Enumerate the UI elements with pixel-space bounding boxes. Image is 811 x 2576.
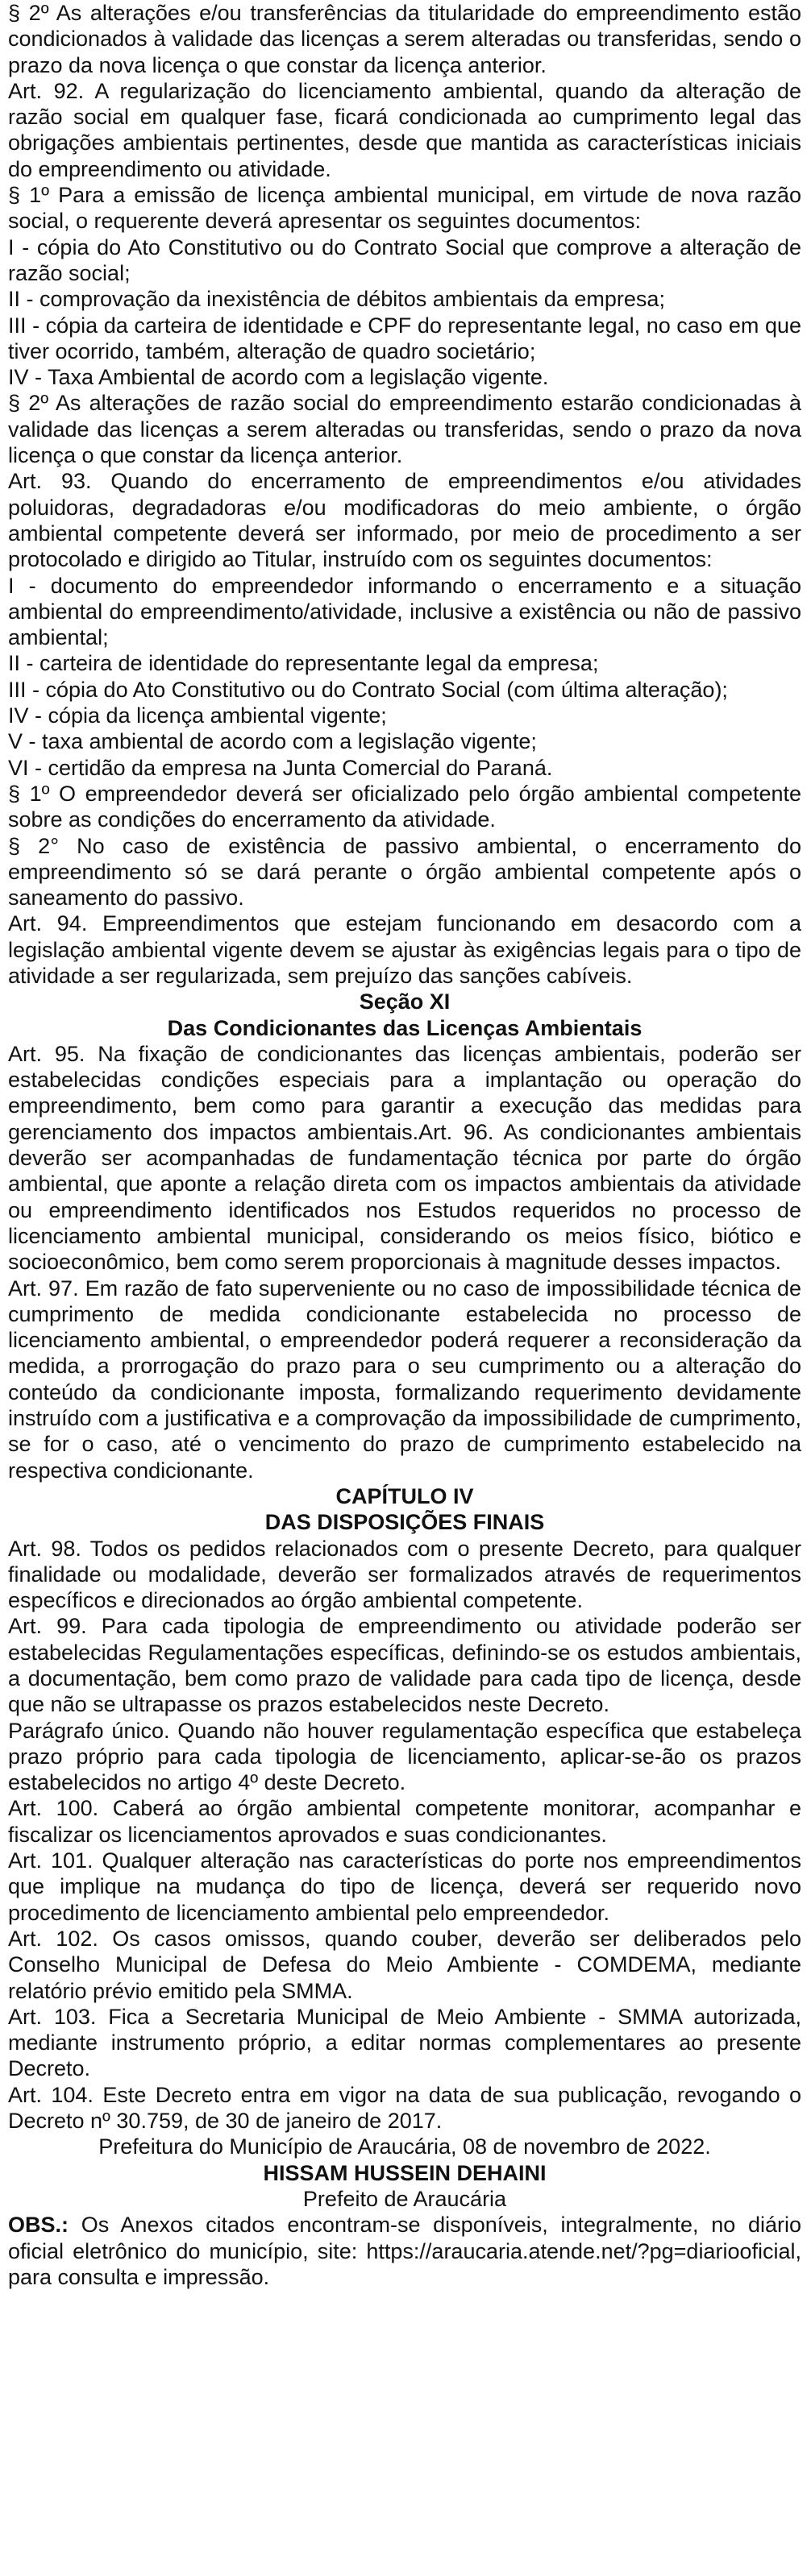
paragraph: Art. 100. Caberá ao órgão ambiental competente monitorar, acompanhar e fiscalizar os licenciamentos aprovados e suas condicionantes. (8, 1796, 801, 1847)
paragraph: III - cópia do Ato Constitutivo ou do Contrato Social (com última alteração); (8, 677, 728, 702)
paragraph: VI - certidão da empresa na Junta Comercial do Paraná. (8, 755, 553, 780)
paragraph: § 1º Para a emissão de licença ambiental municipal, em virtude de nova razão social, o requerente deverá apresentar os seguintes documentos: (8, 183, 801, 234)
centered-line: Prefeito de Araucária (302, 2186, 507, 2211)
paragraph: I - cópia do Ato Constitutivo ou do Contrato Social que comprove a alteração de razão social; (8, 234, 801, 285)
paragraph: § 2º As alterações de razão social do empreendimento estarão condicionadas à validade das licenças a serem alteradas ou transferidas, sendo o prazo da nova licença o que constar da licença anterior. (8, 391, 801, 468)
heading: Seção XI (359, 989, 451, 1014)
heading: Das Condicionantes das Licenças Ambientais (167, 1015, 643, 1040)
obs-label: OBS.: (8, 2213, 69, 2238)
heading: CAPÍTULO IV (335, 1483, 474, 1508)
paragraph: § 2° No caso de existência de passivo ambiental, o encerramento do empreendimento só se dará perante o órgão ambiental competente após o saneamento do passivo. (8, 833, 801, 911)
paragraph: II - comprovação da inexistência de débitos ambientais da empresa; (8, 287, 665, 312)
paragraph: Art. 94. Empreendimentos que estejam funcionando em desacordo com a legislação ambiental vigente devem se ajustar às exigências legais para o tipo de atividade a ser regularizada, sem prejuízo das sanções cabíveis. (8, 911, 801, 988)
paragraph: Art. 97. Em razão de fato superveniente ou no caso de impossibilidade técnica de cumprimento de medida condicionante estabelecida no processo de licenciamento ambiental, o empreendedor poderá requerer a reconsideração da medida, a prorrogação do prazo para o seu cumprimento ou a alteração do conteúdo da condicionante imposta, formalizando requerimento devidamente instruído com a justificativa e a comprovação da impossibilidade de cumprimento, se for o caso, até o vencimento do prazo de cumprimento estabelecido na respectiva condicionante. (8, 1276, 801, 1483)
paragraph: IV - Taxa Ambiental de acordo com a legislação vigente. (8, 365, 549, 390)
paragraph: Art. 101. Qualquer alteração nas características do porte nos empreendimentos que implique na mudança do tipo de licença, deverá ser requerido novo procedimento de licenciamento ambiental pelo empreendedor. (8, 1848, 801, 1925)
paragraph: Art. 93. Quando do encerramento de empreendimentos e/ou atividades poluidoras, degradadoras e/ou modificadoras do meio ambiente, o órgão ambiental competente deverá ser informado, por meio de procedimento a ser protocolado e dirigido ao Titular, instruído com os seguintes documentos: (8, 469, 801, 572)
paragraph: § 2º As alterações e/ou transferências da titularidade do empreendimento estão condicionados à validade das licenças a serem alteradas ou transferidas, sendo o prazo da nova licença o que constar da licença anterior. (8, 1, 801, 77)
obs-text: Os Anexos citados encontram-se disponíveis, integralmente, no diário oficial eletrônico do município, site: https://araucaria.atende.net/?pg=diariooficial, para consulta e impressão. (8, 2213, 801, 2289)
paragraph: Art. 95. Na fixação de condicionantes das licenças ambientais, poderão ser estabelecidas condições especiais para a implantação ou operação do empreendimento, bem como para garantir a execução das medidas para gerenciamento dos impactos ambientais.Art. 96. As condicionantes ambientais deverão ser acompanhadas de fundamentação técnica por parte do órgão ambiental, que aponte a relação direta com os impactos ambientais da atividade ou empreendimento identificados nos Estudos requeridos no processo de licenciamento ambiental municipal, considerando os meios físico, biótico e socioeconômico, bem como serem proporcionais à magnitude desses impactos. (8, 1041, 801, 1275)
paragraph: Art. 103. Fica a Secretaria Municipal de Meio Ambiente - SMMA autorizada, mediante instrumento próprio, a editar normas complementares ao presente Decreto. (8, 2004, 801, 2081)
paragraph: IV - cópia da licença ambiental vigente; (8, 703, 387, 728)
paragraph: II - carteira de identidade do representante legal da empresa; (8, 651, 599, 676)
paragraph: III - cópia da carteira de identidade e CPF do representante legal, no caso em que tiver ocorrido, também, alteração de quadro societário; (8, 313, 801, 363)
paragraph: I - documento do empreendedor informando o encerramento e a situação ambiental do empreendimento/atividade, inclusive a existência ou não de passivo ambiental; (8, 573, 801, 650)
paragraph: Parágrafo único. Quando não houver regulamentação específica que estabeleça prazo próprio para cada tipologia de licenciamento, aplicar-se-ão os prazos estabelecidos no artigo 4º deste Decreto. (8, 1718, 801, 1795)
paragraph: Art. 98. Todos os pedidos relacionados com o presente Decreto, para qualquer finalidade ou modalidade, deverão ser formalizados através de requerimentos específicos e direcionados ao órgão ambiental competente. (8, 1536, 801, 1613)
obs-note (8, 2212, 801, 2290)
paragraph: § 1º O empreendedor deverá ser oficializado pelo órgão ambiental competente sobre as condições do encerramento da atividade. (8, 781, 801, 832)
centered-line: Prefeitura do Município de Araucária, 08 de novembro de 2022. (98, 2134, 711, 2159)
paragraph: Art. 102. Os casos omissos, quando couber, deverão ser deliberados pelo Conselho Municipal de Defesa do Meio Ambiente - COMDEMA, mediante relatório prévio emitido pela SMMA. (8, 1926, 801, 2003)
heading: HISSAM HUSSEIN DEHAINI (263, 2160, 547, 2185)
paragraph: V - taxa ambiental de acordo com a legislação vigente; (8, 729, 537, 754)
paragraph: Art. 92. A regularização do licenciamento ambiental, quando da alteração de razão social em qualquer fase, ficará condicionada ao cumprimento legal das obrigações ambientais pertinentes, desde que mantida as características iniciais do empreendimento ou atividade. (8, 78, 801, 181)
paragraph: Art. 104. Este Decreto entra em vigor na data de sua publicação, revogando o Decreto nº 30.759, de 30 de janeiro de 2017. (8, 2082, 801, 2134)
paragraph: Art. 99. Para cada tipologia de empreendimento ou atividade poderão ser estabelecidas Regulamentações específicas, definindo-se os estudos ambientais, a documentação, bem como prazo de validade para cada tipo de licença, desde que não se ultrapasse os prazos estabelecidos neste Decreto. (8, 1614, 801, 1717)
heading: DAS DISPOSIÇÕES FINAIS (264, 1510, 545, 1535)
